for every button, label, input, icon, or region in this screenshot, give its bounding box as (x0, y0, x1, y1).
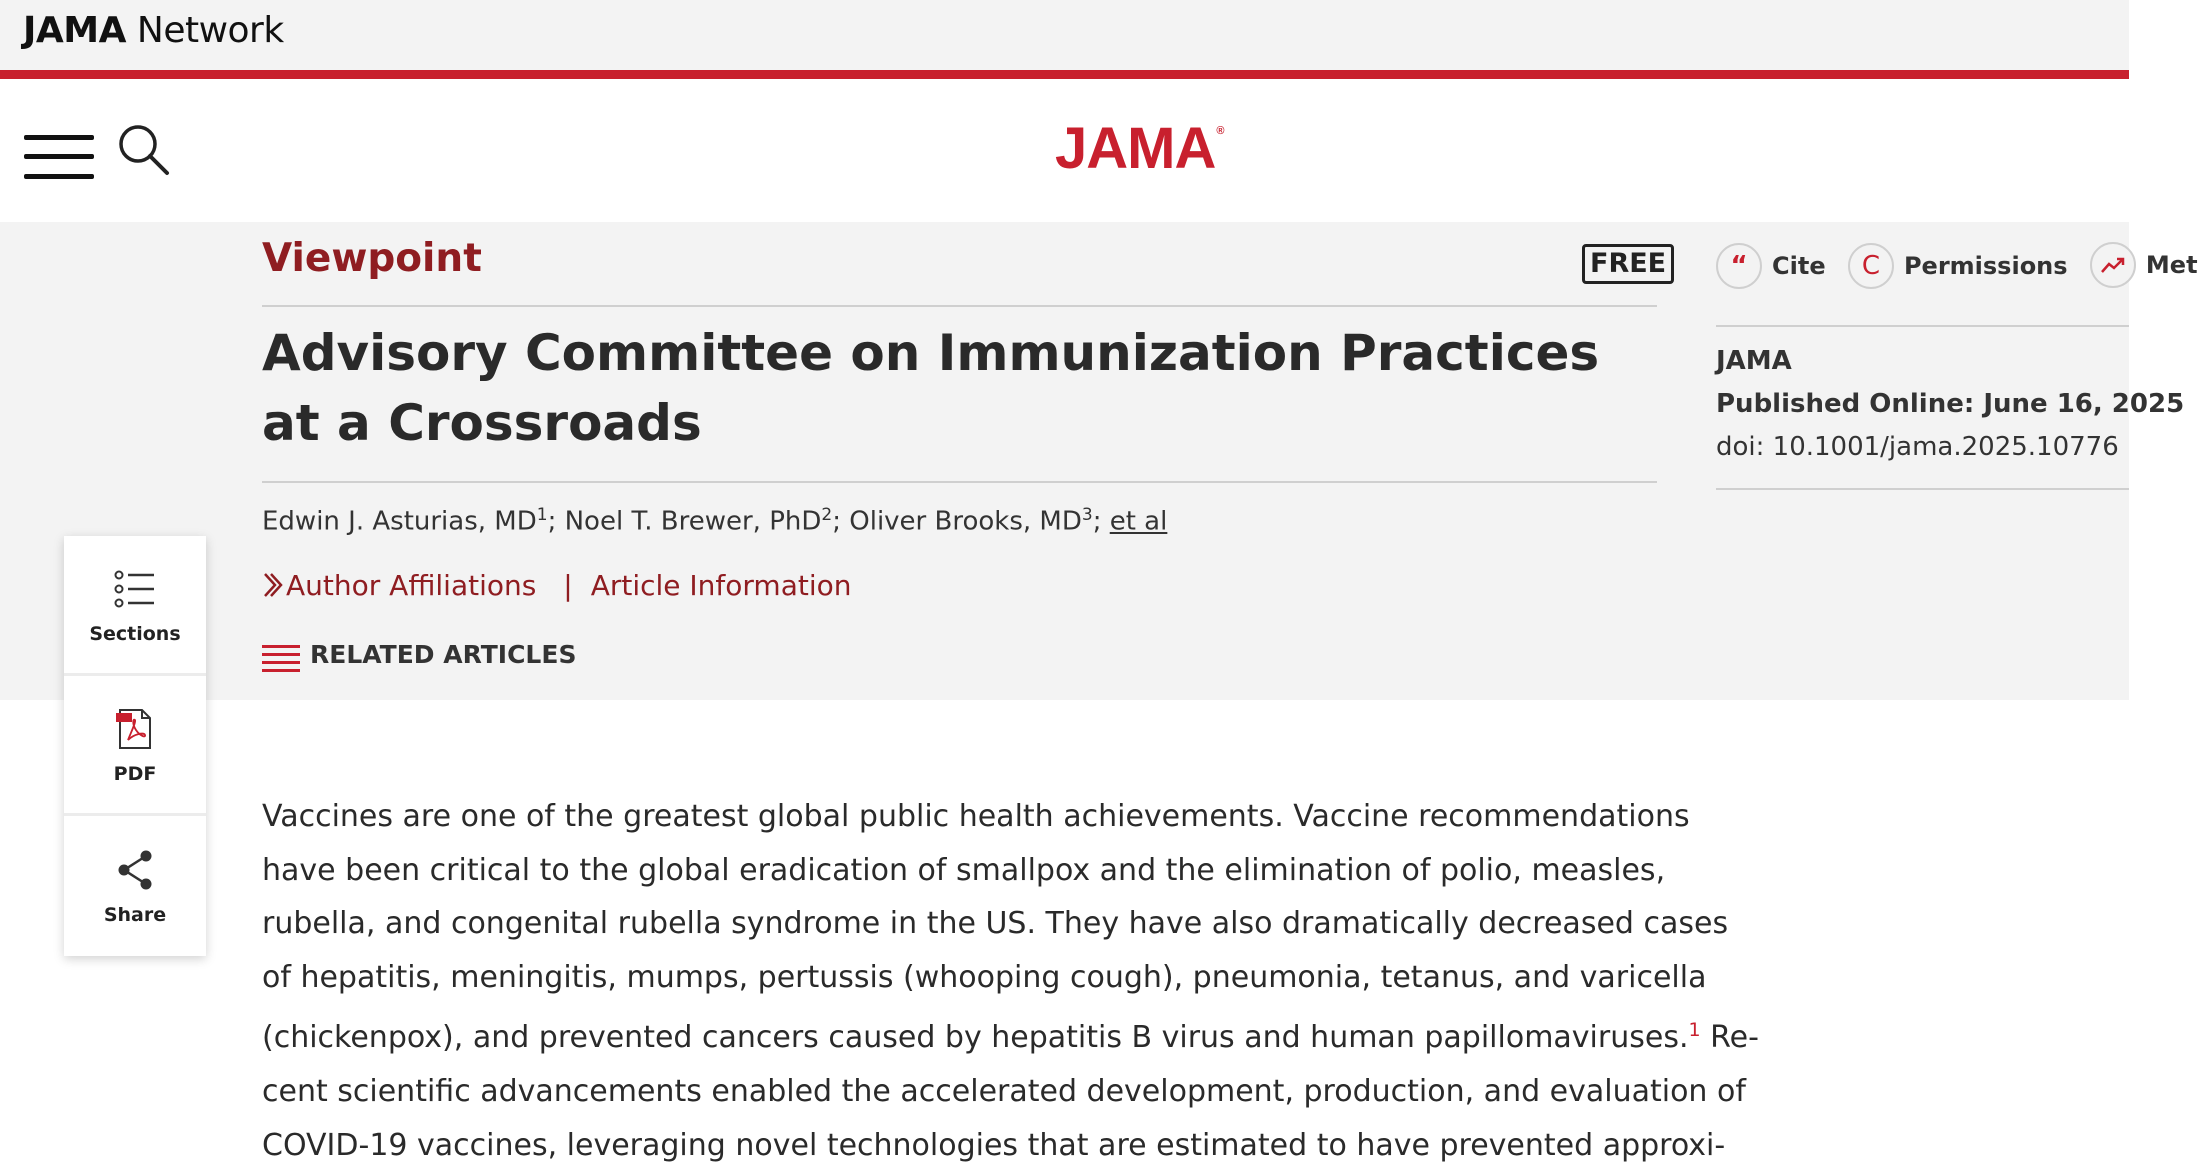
article-body (262, 790, 1759, 1172)
journal-name: JAMA (1716, 346, 1792, 376)
free-badge: FREE (1582, 244, 1674, 284)
body-line: Vaccines are one of the greatest global public health achievements. Vaccine recommendations (262, 799, 1690, 834)
divider (262, 305, 1657, 307)
article-type: Viewpoint (262, 236, 482, 281)
related-articles-button[interactable]: RELATED ARTICLES (262, 640, 576, 671)
body-line: have been critical to the global eradication of smallpox and the elimination of polio, measles, (262, 852, 1666, 888)
body-line: COVID-19 vaccines, leveraging novel technologies that are estimated to have prevented approxi- (262, 1127, 1726, 1163)
et-al-link[interactable]: et al (1109, 506, 1168, 537)
body-line: rubella, and congenital rubella syndrome in the US. They have also dramatically decreased cases (262, 906, 1729, 942)
list-icon (114, 565, 156, 613)
reference-link[interactable]: 1 (1688, 1019, 1701, 1042)
author-link[interactable]: Edwin J. Asturias, MD (262, 506, 537, 537)
published-date: Published Online: June 16, 2025 (1716, 389, 2185, 419)
divider (1716, 325, 2129, 327)
permissions-button[interactable]: C Permissions (1848, 243, 2068, 289)
network-bar (0, 0, 2129, 70)
jama-network-logo[interactable]: JAMA Network (23, 10, 284, 51)
quote-icon: “ (1716, 243, 1762, 289)
article-tools (1716, 242, 2212, 289)
search-icon[interactable] (116, 122, 172, 178)
body-line: cent scientific advancements enabled the accelerated development, production, and evaluation of (262, 1073, 1746, 1109)
copyright-icon: C (1848, 243, 1894, 289)
menu-button[interactable] (24, 135, 94, 179)
divider (1716, 488, 2129, 490)
metrics-button[interactable]: Met (2090, 242, 2198, 288)
share-icon (116, 846, 154, 894)
pdf-button[interactable]: PDF (64, 676, 206, 816)
sections-button[interactable]: Sections (64, 536, 206, 676)
author-link[interactable]: Oliver Brooks, MD (849, 506, 1082, 537)
jama-logo[interactable]: JAMA® (1055, 116, 1224, 181)
body-line: (chickenpox), and prevented cancers caused by hepatitis B virus and human papillomaviruses.$^1$ Re- (262, 1019, 1759, 1056)
author-list: Edwin J. Asturias, $MD^1$; Noel T. Brewer, PhD$^2$; Oliver Brooks, $MD^3$; et al (262, 505, 1168, 537)
doi[interactable]: doi: 10.1001/jama.2025.10776 (1716, 432, 2119, 462)
share-button[interactable]: Share (64, 816, 206, 956)
site-header (0, 79, 2129, 222)
body-line: of hepatitis, meningitis, mumps, pertussis (whooping cough), pneumonia, tetanus, and varicella (262, 959, 1707, 995)
author-affiliations-link[interactable]: Author Affiliations (262, 569, 545, 602)
author-link[interactable]: Noel T. Brewer, PhD (564, 506, 822, 537)
article-title: Advisory Committee on Immunization Practices at a Crossroads (262, 324, 1600, 452)
floating-toolbar (64, 536, 206, 956)
brand-divider (0, 70, 2129, 79)
list-icon (262, 641, 300, 671)
trend-icon (2090, 242, 2136, 288)
divider (262, 481, 1657, 483)
chevron-right-icon (262, 569, 286, 602)
pdf-icon (116, 705, 154, 753)
article-information-link[interactable]: Article Information (590, 569, 852, 602)
cite-button[interactable]: “ Cite (1716, 243, 1826, 289)
article-info-links: Author Affiliations | Article Information (262, 569, 852, 602)
